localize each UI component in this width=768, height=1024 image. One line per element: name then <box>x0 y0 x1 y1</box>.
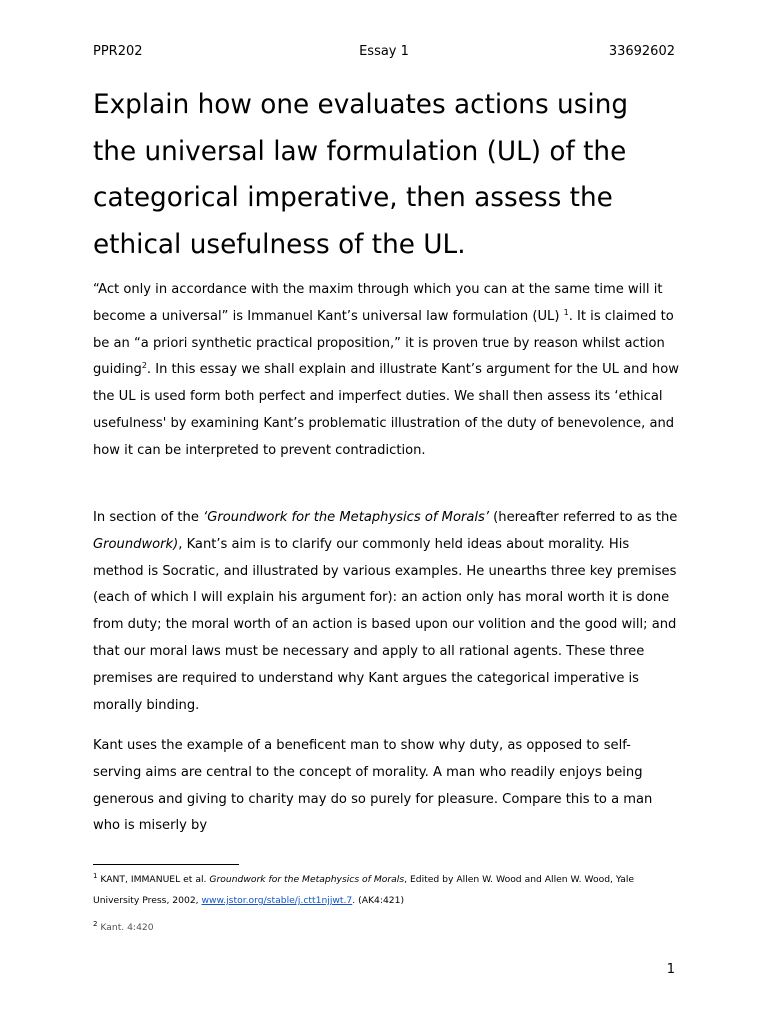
essay-title: Explain how one evaluates actions using the universal law formulation (UL) of the categorical imperative, then assess the ethical usefulness of the UL. <box>93 90 629 260</box>
paragraph-text: (hereafter referred to as the <box>489 510 678 525</box>
page-number: 1 <box>666 962 675 977</box>
header-course-code: PPR202 <box>93 44 143 59</box>
header-essay-label: Essay 1 <box>359 44 409 59</box>
jstor-link[interactable]: www.jstor.org/stable/j.ctt1njjwt.7 <box>201 895 353 906</box>
footnote-1 <box>93 869 679 911</box>
paragraph-text: , Kant’s aim is to clarify our commonly held ideas about morality. His method is Socratic, and illustrated by various examples. He unearths three key premises (each of which I will explain his argument for): an action only has moral worth it is done from duty; the moral worth of an action is based upon our volition and the good will; and that our moral laws must be necessary and apply to all rational agents. These three premises are required to understand why Kant argues the categorical imperative is morally binding. <box>93 536 677 713</box>
footnote-2 <box>93 918 154 938</box>
page-header <box>93 44 675 64</box>
book-title-italic: ‘Groundwork for the Metaphysics of Morals’ <box>203 510 489 525</box>
header-student-number: 33692602 <box>608 44 675 59</box>
footnote-marker-1: 1 <box>93 872 98 880</box>
paragraph-introduction <box>93 277 679 465</box>
book-short-title-italic: Groundwork) <box>93 536 179 552</box>
footnote-marker-2: 2 <box>93 920 98 928</box>
footnote-text: KANT, IMMANUEL et al. <box>97 874 210 885</box>
footnote-ref-2[interactable]: 2 <box>141 361 147 371</box>
footnote-ref-1[interactable]: 1 <box>563 307 569 317</box>
paragraph-groundwork <box>93 505 679 719</box>
document-page <box>93 0 679 1024</box>
footnote-book-title: Groundwork for the Metaphysics of Morals <box>209 874 405 885</box>
paragraph-text: Kant uses the example of a beneficent man to show why duty, as opposed to self-serving aims are central to the concept of morality. A man who readily enjoys being generous and giving to charity may do so purely for pleasure. Compare this to a man who is miserly by <box>93 738 653 834</box>
paragraph-text: In section of the <box>93 510 204 525</box>
paragraph-text: . In this essay we shall explain and illustrate Kant’s argument for the UL and how the UL is used form both perfect and imperfect duties. We shall then assess its ‘ethical usefulness' by examining Kant’s problematic illustration of the duty of benevolence, and how it can be interpreted to prevent contradiction. <box>93 362 679 458</box>
footnote-text: , Edited by Allen W. Wood and Allen W. Wood, Yale University Press, 2002, <box>93 874 635 906</box>
paragraph-text: . It is claimed to be an “a priori synthetic practical proposition,” it is proven true by reason whilst action guiding <box>93 308 674 378</box>
footnote-text: Kant. 4:420 <box>97 922 154 933</box>
footnote-separator <box>93 864 239 865</box>
paragraph-beneficent-man <box>93 733 679 840</box>
footnote-text: . (AK4:421) <box>352 895 405 906</box>
paragraph-text: “Act only in accordance with the maxim through which you can at the same time will it become a universal” is Immanuel Kant’s universal law formulation (UL) <box>93 282 663 324</box>
